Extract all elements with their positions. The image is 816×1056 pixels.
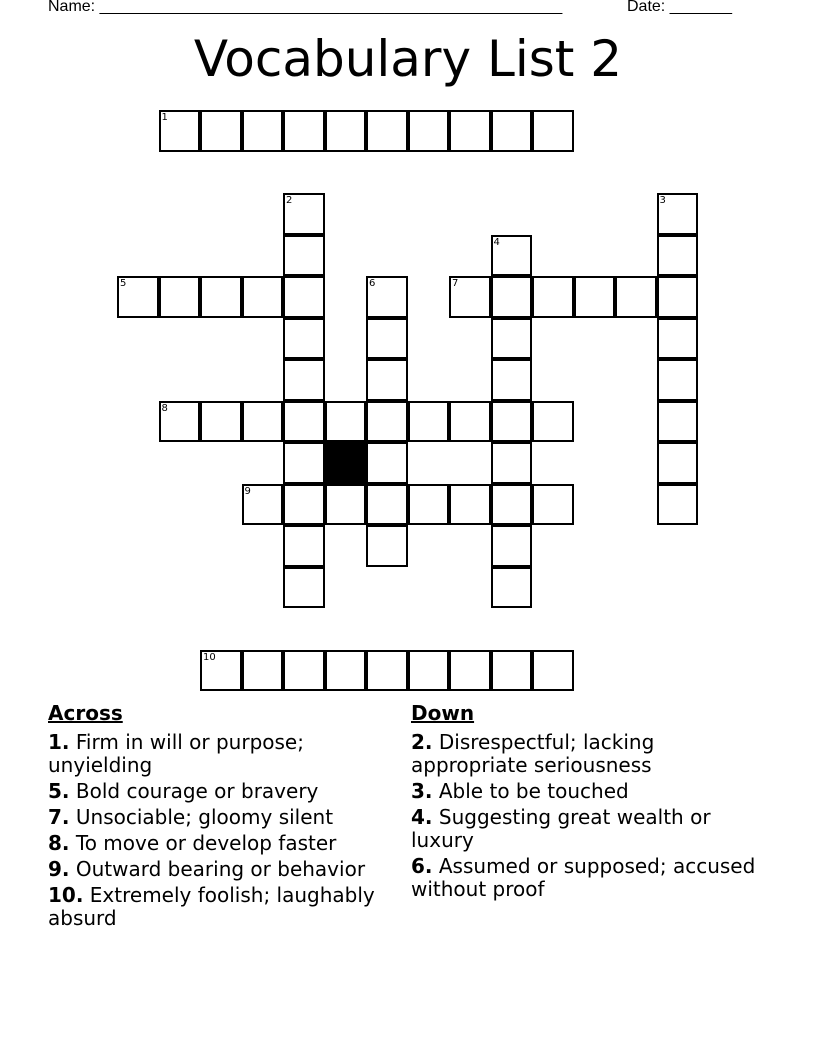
grid-cell (366, 401, 408, 443)
clue-number: 9 (244, 485, 251, 497)
grid-cell (366, 276, 408, 318)
grid-cell (242, 276, 284, 318)
grid-cell (408, 650, 450, 692)
clue-number: 6 (369, 278, 376, 289)
grid-cell (117, 276, 159, 318)
grid-cell (657, 276, 699, 318)
grid-cell (532, 110, 574, 152)
grid-cell (283, 318, 325, 360)
grid-cell (491, 276, 533, 318)
grid-cell (242, 650, 284, 692)
grid-cell (283, 650, 325, 692)
grid-cell (159, 110, 201, 152)
grid-cell (491, 235, 533, 277)
grid-cell (200, 110, 242, 152)
grid-cell (283, 484, 325, 526)
grid-cell (283, 193, 325, 235)
across-clue: 5. Bold courage or bravery (48, 779, 319, 803)
grid-cell (657, 359, 699, 401)
across-clues (48, 702, 398, 933)
clue-number: 4 (493, 236, 500, 248)
grid-cell (283, 442, 325, 484)
across-clue: 8. To move or develop faster (48, 831, 337, 855)
grid-cell (574, 276, 616, 318)
grid-cell (366, 525, 408, 567)
grid-cell (366, 110, 408, 152)
grid-cell (283, 359, 325, 401)
grid-cell (283, 525, 325, 567)
grid-cell (366, 650, 408, 692)
grid-cell (615, 276, 657, 318)
grid-cell (325, 650, 367, 692)
clue-number: 5 (120, 278, 127, 289)
across-clue: 7. Unsociable; gloomy silent (48, 805, 334, 829)
grid-cell (159, 276, 201, 318)
clue-number: 10 (203, 651, 216, 663)
clue-number: 8 (161, 402, 168, 414)
across-heading: Across (48, 701, 123, 725)
clue-number: 7 (452, 278, 459, 289)
grid-cell (657, 193, 699, 235)
grid-cell (366, 442, 408, 484)
grid-cell (449, 484, 491, 526)
clue-number: 3 (659, 195, 666, 206)
across-clue: 1. Firm in will or purpose; unyielding (48, 730, 304, 777)
grid-cell (325, 110, 367, 152)
grid-cell (283, 567, 325, 609)
grid-cell (200, 401, 242, 443)
grid-cell (491, 525, 533, 567)
grid-cell (491, 110, 533, 152)
grid-cell (449, 276, 491, 318)
grid-cell (657, 318, 699, 360)
grid-cell (325, 401, 367, 443)
grid-cell (657, 401, 699, 443)
grid-cell (283, 110, 325, 152)
grid-cell (532, 650, 574, 692)
grid-cell (242, 484, 284, 526)
grid-cell (532, 484, 574, 526)
grid-cell (283, 401, 325, 443)
grid-cell (242, 401, 284, 443)
grid-cell (283, 276, 325, 318)
page-title: Vocabulary List 2 (193, 30, 623, 88)
grid-cell (242, 110, 284, 152)
grid-cell (408, 401, 450, 443)
grid-cell (532, 276, 574, 318)
grid-cell (159, 401, 201, 443)
grid-cell (366, 318, 408, 360)
across-clue: 9. Outward bearing or behavior (48, 857, 366, 881)
grid-cell (657, 235, 699, 277)
grid-cell (408, 110, 450, 152)
grid-cell (491, 442, 533, 484)
grid-cell (366, 484, 408, 526)
grid-cell (449, 650, 491, 692)
grid-cell (449, 110, 491, 152)
grid-cell (449, 401, 491, 443)
grid-cell (491, 484, 533, 526)
clue-number: 1 (161, 112, 168, 123)
grid-cell (491, 401, 533, 443)
down-clue: 2. Disrespectful; lacking appropriate seriousness (411, 730, 655, 777)
grid-cell (532, 401, 574, 443)
down-clue: 3. Able to be touched (411, 779, 629, 803)
name-field: Name: ____________________________________________________ (48, 0, 563, 15)
grid-cell (200, 650, 242, 692)
clue-number: 2 (286, 195, 293, 206)
grid-cell (283, 235, 325, 277)
grid-cell (408, 484, 450, 526)
grid-cell (657, 484, 699, 526)
grid-cell (491, 359, 533, 401)
grid-cell (200, 276, 242, 318)
down-clue: 4. Suggesting great wealth or luxury (411, 805, 711, 852)
grid-cell (657, 442, 699, 484)
down-heading: Down (411, 701, 475, 725)
date-field: Date: _______ (627, 0, 732, 15)
down-clue: 6. Assumed or supposed; accused without proof (411, 854, 756, 901)
black-square (325, 442, 367, 484)
grid-cell (491, 318, 533, 360)
grid-cell (325, 484, 367, 526)
across-clue: 10. Extremely foolish; laughably absurd (48, 883, 375, 930)
grid-cell (491, 650, 533, 692)
grid-cell (366, 359, 408, 401)
down-clues (411, 702, 761, 904)
grid-cell (491, 567, 533, 609)
